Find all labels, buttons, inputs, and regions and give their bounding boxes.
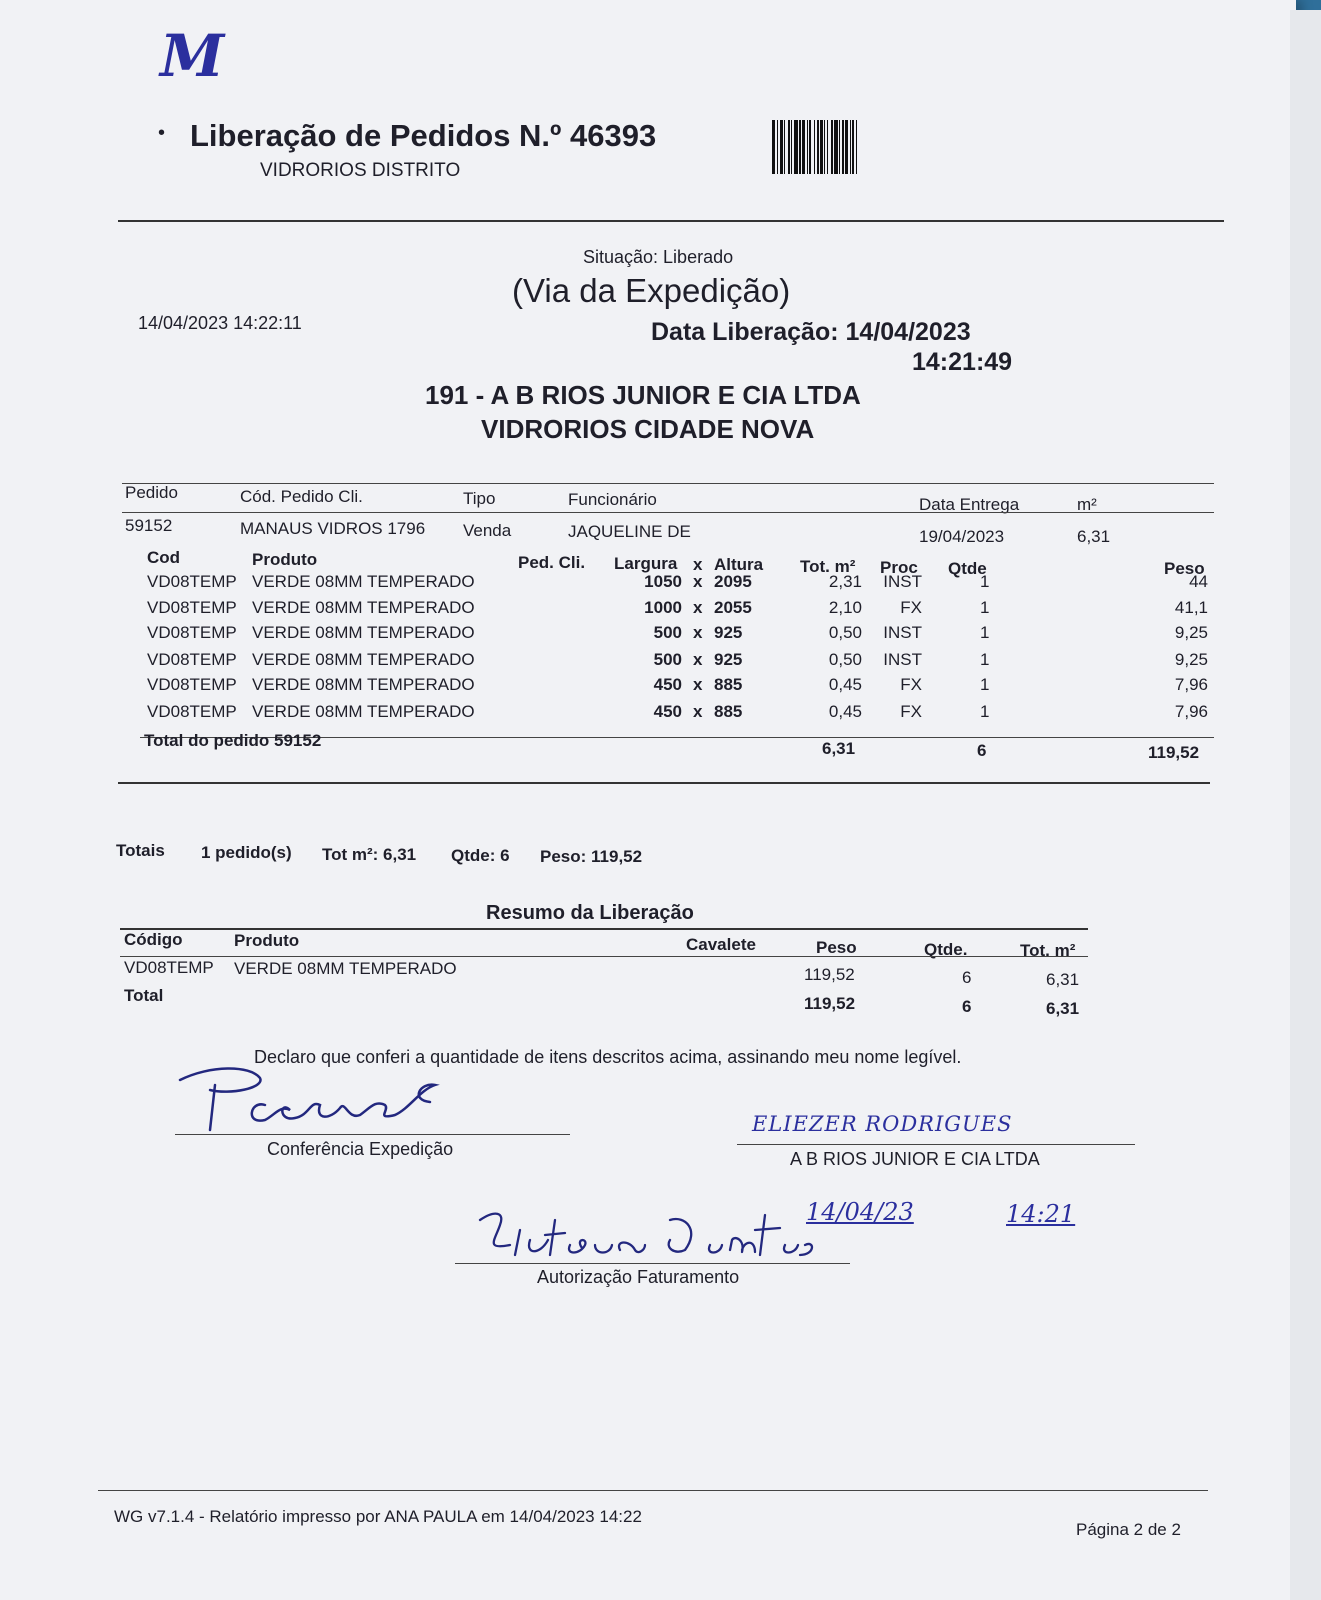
totals-qtde: Qtde: 6 bbox=[451, 846, 510, 865]
item-x: x bbox=[693, 649, 703, 669]
order-tipo: Venda bbox=[463, 521, 512, 540]
item-produto: VERDE 08MM TEMPERADO bbox=[252, 572, 475, 591]
summary-col-peso: Peso bbox=[816, 938, 857, 957]
item-col-tot-m2: Tot. m² bbox=[800, 557, 856, 576]
summary-col-produto: Produto bbox=[234, 931, 300, 950]
order-funcionario: JAQUELINE DE bbox=[568, 522, 691, 541]
item-cod: VD08TEMP bbox=[147, 649, 237, 669]
order-total-peso: 119,52 bbox=[1148, 743, 1200, 762]
item-x: x bbox=[693, 675, 703, 694]
item-qtde: 1 bbox=[980, 623, 990, 642]
item-tot-m2: 2,10 bbox=[828, 597, 862, 617]
item-x: x bbox=[693, 623, 703, 642]
summary-row-tot-m2: 6,31 bbox=[1046, 970, 1080, 989]
item-largura: 450 bbox=[653, 675, 682, 694]
via-title: (Via da Expedição) bbox=[512, 272, 791, 309]
summary-title: Resumo da Liberação bbox=[486, 902, 694, 924]
item-row bbox=[0, 598, 1296, 624]
signature-label-left: Conferência Expedição bbox=[267, 1139, 454, 1159]
item-x: x bbox=[693, 597, 703, 617]
signature-label-right: A B RIOS JUNIOR E CIA LTDA bbox=[790, 1149, 1040, 1169]
item-qtde: 1 bbox=[980, 701, 990, 721]
item-row bbox=[0, 702, 1296, 728]
barcode bbox=[772, 120, 968, 174]
release-time: 14:21:49 bbox=[912, 348, 1013, 376]
item-tot-m2: 0,45 bbox=[828, 701, 862, 721]
summary-total-label: Total bbox=[124, 986, 164, 1005]
item-cod: VD08TEMP bbox=[147, 675, 237, 694]
item-proc: FX bbox=[900, 675, 922, 694]
item-row bbox=[0, 675, 1296, 701]
item-tot-m2: 0,45 bbox=[828, 675, 862, 694]
order-cod-pedido-cli: MANAUS VIDROS 1796 bbox=[240, 519, 426, 538]
summary-header-divider bbox=[120, 956, 1088, 957]
item-largura: 1050 bbox=[644, 572, 682, 591]
col-tipo: Tipo bbox=[463, 489, 496, 508]
item-peso: 7,96 bbox=[1174, 701, 1208, 721]
footer-divider bbox=[98, 1490, 1208, 1491]
summary-top bbox=[120, 928, 1088, 930]
item-col-proc: Proc bbox=[880, 558, 918, 577]
summary-col-cavalete: Cavalete bbox=[686, 935, 756, 954]
item-row bbox=[0, 623, 1296, 649]
document-title: Liberação de Pedidos N.º 46393 bbox=[190, 118, 657, 153]
item-proc: INST bbox=[883, 649, 922, 669]
col-cod-pedido-cli: Cód. Pedido Cli. bbox=[240, 487, 363, 506]
handwritten-time: 14:21 bbox=[1006, 1200, 1076, 1228]
signature-line-left bbox=[175, 1134, 570, 1135]
item-tot-m2: 0,50 bbox=[828, 649, 862, 669]
signature-expedicao bbox=[170, 1060, 470, 1140]
handwritten-mark: M bbox=[160, 22, 225, 90]
item-col-qtde: Qtde bbox=[948, 559, 987, 578]
item-x: x bbox=[693, 572, 703, 591]
printed-datetime: 14/04/2023 14:22:11 bbox=[138, 313, 302, 333]
customer-branch: VIDRORIOS CIDADE NOVA bbox=[481, 414, 815, 444]
summary-col-qtde: Qtde. bbox=[924, 940, 968, 959]
summary-total-peso: 119,52 bbox=[804, 994, 856, 1013]
item-proc: INST bbox=[883, 623, 922, 642]
totals-label: Totais bbox=[116, 841, 165, 860]
item-row bbox=[0, 572, 1296, 598]
item-col-largura: Largura bbox=[614, 554, 678, 573]
item-peso: 41,1 bbox=[1174, 597, 1208, 617]
item-produto: VERDE 08MM TEMPERADO bbox=[252, 675, 475, 694]
summary-total-qtde: 6 bbox=[962, 997, 972, 1016]
item-produto: VERDE 08MM TEMPERADO bbox=[252, 701, 475, 721]
item-cod: VD08TEMP bbox=[147, 623, 237, 642]
order-data-entrega: 19/04/2023 bbox=[919, 527, 1005, 546]
item-qtde: 1 bbox=[980, 597, 990, 617]
order-header-divider bbox=[122, 512, 1214, 513]
col-m2: m² bbox=[1077, 495, 1097, 514]
item-cod: VD08TEMP bbox=[147, 572, 237, 591]
item-altura: 885 bbox=[714, 675, 743, 694]
barcode-bar bbox=[857, 120, 860, 174]
item-col-peso: Peso bbox=[1164, 559, 1205, 578]
item-peso: 7,96 bbox=[1174, 675, 1208, 694]
signature-faturamento bbox=[470, 1200, 820, 1270]
order-table-top bbox=[122, 483, 1214, 484]
handwritten-date: 14/04/23 bbox=[806, 1198, 914, 1226]
signature-line-right bbox=[737, 1144, 1135, 1145]
item-altura: 925 bbox=[714, 649, 743, 669]
item-row bbox=[0, 650, 1296, 676]
item-col-cod: Cod bbox=[147, 548, 181, 567]
item-largura: 450 bbox=[653, 701, 682, 721]
signature-label-center: Autorização Faturamento bbox=[537, 1267, 740, 1287]
item-qtde: 1 bbox=[980, 572, 990, 591]
declaration-text: Declaro que conferi a quantidade de itens descritos acima, assinando meu nome legível. bbox=[254, 1047, 962, 1067]
summary-row-codigo: VD08TEMP bbox=[124, 958, 214, 977]
order-total-label: Total do pedido 59152 bbox=[144, 731, 322, 750]
order-pedido: 59152 bbox=[125, 516, 173, 535]
order-total-m2: 6,31 bbox=[822, 739, 856, 758]
item-col-x: x bbox=[693, 555, 703, 574]
summary-row-peso: 119,52 bbox=[804, 965, 855, 984]
item-altura: 2055 bbox=[714, 597, 752, 617]
item-col-ped-cli: Ped. Cli. bbox=[518, 553, 586, 572]
signature-handwritten-name: ELIEZER RODRIGUES bbox=[752, 1112, 1013, 1136]
item-produto: VERDE 08MM TEMPERADO bbox=[252, 623, 475, 642]
totals-peso: Peso: 119,52 bbox=[540, 847, 643, 866]
item-produto: VERDE 08MM TEMPERADO bbox=[252, 649, 475, 669]
release-date: Data Liberação: 14/04/2023 bbox=[651, 318, 971, 346]
item-proc: FX bbox=[900, 597, 922, 617]
summary-col-codigo: Código bbox=[124, 930, 183, 949]
item-produto: VERDE 08MM TEMPERADO bbox=[252, 597, 475, 617]
item-peso: 44 bbox=[1189, 572, 1208, 591]
item-tot-m2: 0,50 bbox=[828, 623, 862, 642]
totals-pedidos: 1 pedido(s) bbox=[201, 843, 292, 862]
item-largura: 500 bbox=[653, 649, 682, 669]
col-data-entrega: Data Entrega bbox=[919, 495, 1020, 514]
item-col-altura: Altura bbox=[714, 555, 764, 574]
item-peso: 9,25 bbox=[1174, 623, 1208, 642]
summary-total-tot-m2: 6,31 bbox=[1046, 999, 1080, 1018]
customer-name: 191 - A B RIOS JUNIOR E CIA LTDA bbox=[425, 380, 861, 410]
order-table-bottom bbox=[118, 782, 1210, 784]
totals-tot-m2: Tot m²: 6,31 bbox=[322, 845, 417, 864]
summary-row-produto: VERDE 08MM TEMPERADO bbox=[234, 959, 457, 978]
item-proc: FX bbox=[900, 701, 922, 721]
item-cod: VD08TEMP bbox=[147, 701, 237, 721]
col-funcionario: Funcionário bbox=[568, 490, 657, 509]
item-tot-m2: 2,31 bbox=[828, 572, 862, 591]
item-altura: 885 bbox=[714, 701, 743, 721]
item-altura: 925 bbox=[714, 623, 743, 642]
col-pedido: Pedido bbox=[125, 483, 178, 502]
document-subtitle: VIDRORIOS DISTRITO bbox=[260, 160, 461, 181]
item-peso: 9,25 bbox=[1174, 649, 1208, 669]
item-altura: 2095 bbox=[714, 572, 752, 591]
item-x: x bbox=[693, 701, 703, 721]
signature-line-center bbox=[455, 1263, 850, 1264]
header-bullet: • bbox=[158, 122, 166, 144]
summary-col-tot-m2: Tot. m² bbox=[1020, 941, 1076, 960]
item-col-produto: Produto bbox=[252, 550, 318, 569]
order-total-qtde: 6 bbox=[977, 741, 987, 760]
summary-row-qtde: 6 bbox=[962, 968, 972, 987]
item-largura: 500 bbox=[653, 623, 682, 642]
header-divider bbox=[118, 220, 1224, 222]
underlying-page-edge bbox=[1290, 10, 1321, 1600]
item-qtde: 1 bbox=[980, 675, 990, 694]
item-cod: VD08TEMP bbox=[147, 597, 237, 617]
order-m2: 6,31 bbox=[1077, 527, 1111, 546]
item-qtde: 1 bbox=[980, 649, 990, 669]
footer-print-info: WG v7.1.4 - Relatório impresso por ANA PAULA em 14/04/2023 14:22 bbox=[114, 1507, 642, 1526]
status-text: Situação: Liberado bbox=[583, 247, 734, 267]
item-proc: INST bbox=[883, 572, 922, 591]
item-largura: 1000 bbox=[644, 597, 682, 617]
footer-page-number: Página 2 de 2 bbox=[1076, 1520, 1181, 1539]
